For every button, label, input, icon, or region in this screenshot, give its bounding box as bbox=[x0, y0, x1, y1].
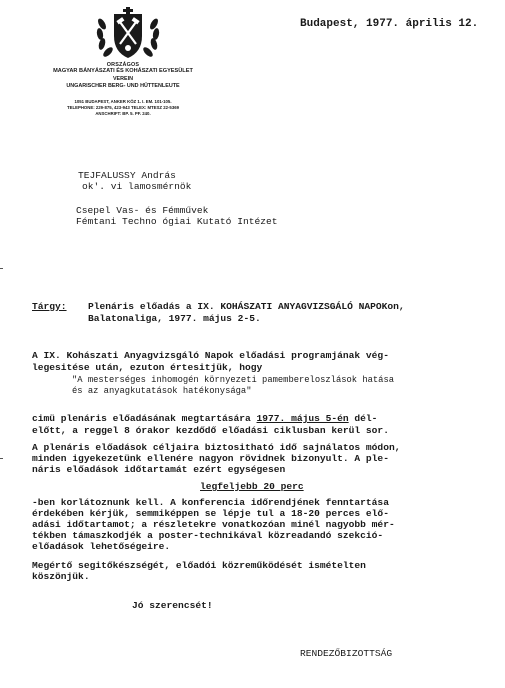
letterhead-address: 1051 BUDAPEST, ANKER KÖZ 1. I. EM. 101-105. bbox=[74, 99, 172, 104]
body-line: legesitése után, ezuton értesitjük, hogy bbox=[32, 362, 263, 373]
letter-date: Budapest, 1977. április 12. bbox=[300, 18, 479, 30]
letterhead-org-line4: UNGARISCHER BERG- UND HÜTTENLEUTE bbox=[66, 83, 180, 89]
body-line: -ben korlátoznunk kell. A konferencia időrendjének fenntartása bbox=[32, 497, 389, 508]
signature: RENDEZŐBIZOTTSÁG bbox=[300, 648, 393, 659]
letterhead-anschrift: ANSCHRIFT: BP. 5. PF. 240. bbox=[95, 111, 151, 116]
body-line: náris előadások időtartamát ezért egységesen bbox=[32, 464, 286, 475]
recipient-org: Csepel Vas- és Fémművek bbox=[76, 205, 209, 216]
association-emblem-icon bbox=[92, 6, 164, 66]
letterhead-org-line3: VEREIN bbox=[112, 76, 134, 82]
subject-label: Tárgy: bbox=[32, 301, 67, 312]
margin-mark bbox=[0, 268, 3, 269]
body-text-segment: cimü plenáris előadásának megtartására bbox=[32, 413, 257, 424]
body-line: A IX. Kohászati Anyagvizsgáló Napok előadási programjának vég- bbox=[32, 350, 389, 361]
recipient-name: TEJFALUSSY András bbox=[78, 170, 176, 181]
body-line: Megértő segitőkészségét, előadói közreműködését ismételten bbox=[32, 560, 366, 571]
body-line: adási időtartamot; a részletekre vonatkozóan minél nagyobb mér- bbox=[32, 519, 395, 530]
subject-line: Plenáris előadás a IX. KOHÁSZATI ANYAGVIZSGÁLÓ NAPOKon, bbox=[88, 301, 405, 312]
body-line: minden igyekezetünk ellenére nagyon rövidnek bizonyult. A ple- bbox=[32, 453, 389, 464]
body-line: előtt, a reggel 8 órakor kezdődő előadási ciklusban kerül sor. bbox=[32, 425, 389, 436]
body-line bbox=[32, 413, 377, 424]
lecture-date: 1977. május 5-én bbox=[256, 413, 349, 424]
body-line: érdekében kérjük, semmiképpen se lépje tul a 18-20 perces elő- bbox=[32, 508, 389, 519]
closing-greeting: Jó szerencsét! bbox=[132, 600, 213, 611]
margin-mark bbox=[0, 458, 3, 459]
lecture-title-line: és az anyagkutatások hatékonysága" bbox=[72, 386, 252, 396]
body-line: tékben támaszkodjék a poster-technikával közreadandó szekció- bbox=[32, 530, 384, 541]
letterhead-org-line2: MAGYAR BÁNYÁSZATI ÉS KOHÁSZATI EGYESÜLET bbox=[53, 68, 193, 74]
body-line: előadások lehetőségeire. bbox=[32, 541, 171, 552]
time-limit: legfeljebb 20 perc bbox=[200, 481, 304, 492]
body-text-segment: dél- bbox=[348, 413, 378, 424]
letterhead-org-line1: ORSZÁGOS bbox=[106, 62, 140, 68]
body-line: köszönjük. bbox=[32, 571, 90, 582]
body-line: A plenáris előadások céljaira biztositható idő sajnálatos módon, bbox=[32, 442, 401, 453]
recipient-title: ok'. vi lamosmérnök bbox=[82, 181, 192, 192]
recipient-institute: Fémtani Techno ógiai Kutató Intézet bbox=[76, 216, 278, 227]
subject-line: Balatonaliga, 1977. május 2-5. bbox=[88, 313, 261, 324]
letterhead-telephone: TELEPHONE: 229-875, 423-943 TELEX: MTESZ 22-5369 bbox=[66, 105, 179, 110]
lecture-title-line: "A mesterséges inhomogén környezeti pamembereloszlások hatása bbox=[72, 375, 395, 385]
